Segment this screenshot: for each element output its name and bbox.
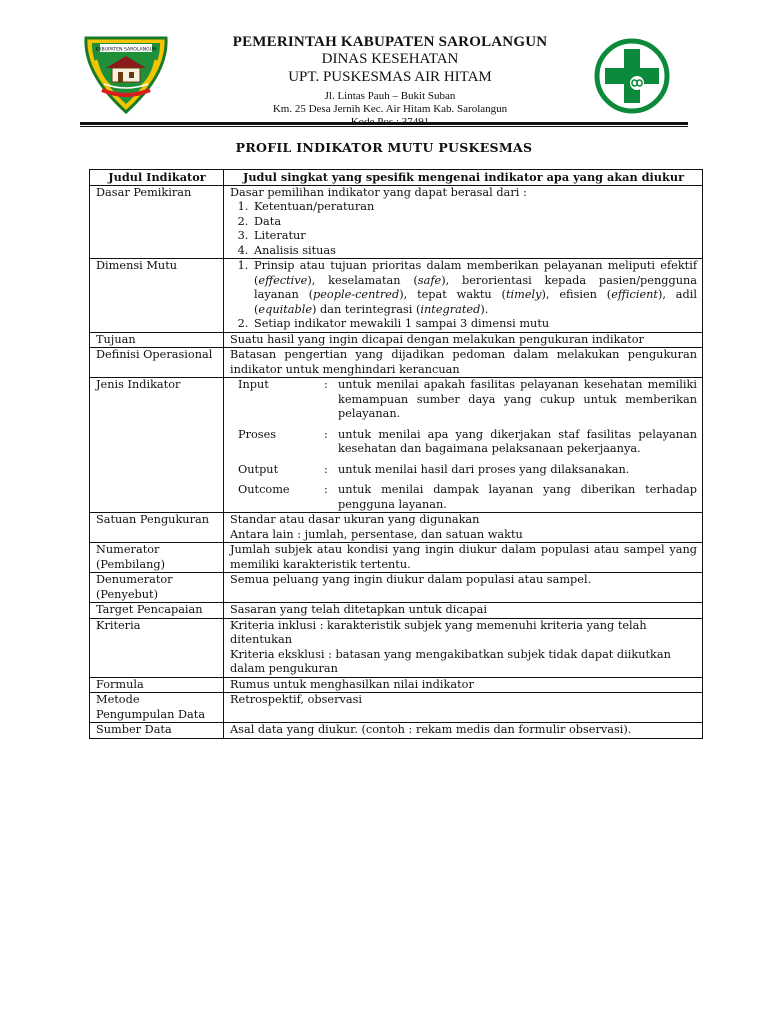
- kriteria-inklusi: Kriteria inklusi : karakteristik subjek yang memenuhi kriteria yang telah ditentukan: [230, 618, 647, 646]
- colon: :: [324, 378, 328, 391]
- address-line-2: Km. 25 Desa Jernih Kec. Air Hitam Kab. Sarolangun: [272, 102, 508, 115]
- indicator-type-output: [230, 463, 697, 478]
- indicator-type-input: [230, 378, 697, 422]
- row-label: Tujuan: [90, 332, 224, 348]
- italic-term: effective: [258, 273, 308, 287]
- header-value: Judul singkat yang spesifik mengenai indikator apa yang akan diukur: [224, 170, 703, 186]
- italic-term: efficient: [611, 288, 658, 301]
- dasar-intro: Dasar pemilihan indikator yang dapat berasal dari :: [230, 185, 527, 199]
- indicator-type-desc: untuk menilai dampak layanan yang diberikan terhadap pengguna layanan.: [338, 483, 697, 511]
- dasar-list: [230, 200, 697, 258]
- indicator-profile-table: [89, 169, 703, 739]
- government-name: PEMERINTAH KABUPATEN SAROLANGUN: [232, 34, 548, 50]
- italic-term: integrated: [420, 302, 481, 316]
- table-row: [90, 603, 703, 619]
- table-row: [90, 170, 703, 186]
- letterhead-rule-thick: [80, 122, 688, 125]
- dimensi-list: [230, 259, 697, 332]
- italic-term: timely: [505, 288, 542, 301]
- text-run: ) dan terintegrasi (: [312, 302, 421, 316]
- satuan-line: Antara lain : jumlah, persentase, dan satuan waktu: [230, 527, 523, 541]
- row-label: Numerator (Pembilang): [90, 543, 224, 573]
- letterhead: [0, 0, 768, 130]
- agency-name: DINAS KESEHATAN: [321, 51, 459, 68]
- satuan-line: Standar atau dasar ukuran yang digunakan: [230, 513, 480, 526]
- emblem-text: KABUPATEN SAROLANGUN: [95, 47, 157, 53]
- table-row: [90, 378, 703, 513]
- row-label: Kriteria: [90, 618, 224, 677]
- italic-term: safe: [417, 273, 442, 287]
- row-value: Asal data yang diukur. (contoh : rekam medis dan formulir observasi).: [224, 723, 703, 739]
- indicator-type-term: Outcome: [238, 483, 290, 496]
- row-value: [224, 618, 703, 677]
- table-row: [90, 618, 703, 677]
- text-run: ), tepat waktu (: [399, 288, 506, 301]
- row-label: Target Pencapaian: [90, 603, 224, 619]
- text-run: ), keselamatan (: [307, 273, 418, 287]
- row-value: Rumus untuk menghasilkan nilai indikator: [224, 677, 703, 693]
- row-value: Suatu hasil yang ingin dicapai dengan melakukan pengukuran indikator: [224, 332, 703, 348]
- row-value: [224, 259, 703, 333]
- indicator-type-outcome: [230, 483, 697, 512]
- italic-term: equitable: [258, 302, 313, 316]
- indicator-type-desc: untuk menilai apa yang dikerjakan staf fasilitas pelayanan kesehatan dan bagaimana pelaksanaan pekerjaanya.: [338, 427, 697, 455]
- row-label: Dimensi Mutu: [90, 259, 224, 333]
- row-label: Formula: [90, 677, 224, 693]
- address-line-1: Jl. Lintas Pauh – Bukit Suban: [324, 89, 456, 102]
- row-label: Sumber Data: [90, 723, 224, 739]
- row-label: Denumerator (Penyebut): [90, 573, 224, 603]
- row-label: Definisi Operasional: [90, 348, 224, 378]
- indicator-type-desc: untuk menilai hasil dari proses yang dilaksanakan.: [338, 462, 630, 476]
- row-value: [224, 185, 703, 259]
- text-run: ), efisien (: [541, 288, 612, 301]
- list-item: 2. Setiap indikator mewakili 1 sampai 3 dimensi mutu: [252, 317, 697, 332]
- colon: :: [324, 427, 328, 441]
- list-item: [252, 259, 697, 317]
- row-value: [224, 378, 703, 513]
- table-row: [90, 513, 703, 543]
- row-value: [224, 513, 703, 543]
- text-run: ), berorientasi kepada pasien/pengguna layanan (: [254, 273, 697, 301]
- table-row: [90, 723, 703, 739]
- letterhead-rule-thin: [80, 126, 688, 127]
- list-item: 1. Ketentuan/peraturan: [252, 200, 697, 215]
- row-label: Metode Pengumpulan Data: [90, 693, 224, 723]
- table-row: [90, 573, 703, 603]
- colon: :: [324, 462, 328, 476]
- indicator-type-term: Output: [238, 462, 279, 476]
- row-label: Satuan Pengukuran: [90, 513, 224, 543]
- indicator-type-term: Proses: [238, 427, 277, 441]
- table-row: [90, 677, 703, 693]
- row-value: Semua peluang yang ingin diukur dalam populasi atau sampel.: [224, 573, 703, 603]
- kriteria-eksklusi: Kriteria eksklusi : batasan yang mengakibatkan subjek tidak dapat diikutkan dalam pengukuran: [230, 647, 671, 675]
- table-row: [90, 693, 703, 723]
- header-label: Judul Indikator: [90, 170, 224, 186]
- italic-term: people-centred: [313, 288, 400, 301]
- list-item: 4. Analisis situas: [252, 244, 697, 259]
- table-row: [90, 259, 703, 333]
- text-run: ), adil (: [254, 288, 697, 316]
- table-row: [90, 543, 703, 573]
- puskesmas-cross-icon: [589, 37, 675, 115]
- list-item: 3. Literatur: [252, 229, 697, 244]
- list-item: 2. Data: [252, 215, 697, 230]
- indicator-type-process: [230, 428, 697, 457]
- regency-emblem-icon: [80, 34, 172, 114]
- indicator-type-term: Input: [238, 378, 269, 391]
- text-run: ).: [480, 302, 489, 316]
- document-title: PROFIL INDIKATOR MUTU PUSKESMAS: [235, 140, 533, 155]
- letterhead-text: [180, 34, 600, 129]
- row-value: Batasan pengertian yang dijadikan pedoman dalam melakukan pengukuran indikator untuk menghindari kerancuan: [224, 348, 703, 378]
- row-value: Sasaran yang telah ditetapkan untuk dicapai: [224, 603, 703, 619]
- row-label: Dasar Pemikiran: [90, 185, 224, 259]
- row-value: Retrospektif, observasi: [224, 693, 703, 723]
- row-label: Jenis Indikator: [90, 378, 224, 513]
- text-run: Prinsip atau tujuan prioritas dalam memberikan pelayanan meliputi efektif (: [254, 259, 697, 287]
- table-row: [90, 348, 703, 378]
- row-value: Jumlah subjek atau kondisi yang ingin diukur dalam populasi atau sampel yang memiliki karakteristik tertentu.: [224, 543, 703, 573]
- table-row: [90, 332, 703, 348]
- table-row: [90, 185, 703, 259]
- unit-name: UPT. PUSKESMAS AIR HITAM: [288, 68, 492, 85]
- colon: :: [324, 483, 328, 496]
- indicator-type-desc: untuk menilai apakah fasilitas pelayanan kesehatan memiliki kemampuan sumber daya yang cukup untuk memberikan pelayanan.: [338, 378, 697, 420]
